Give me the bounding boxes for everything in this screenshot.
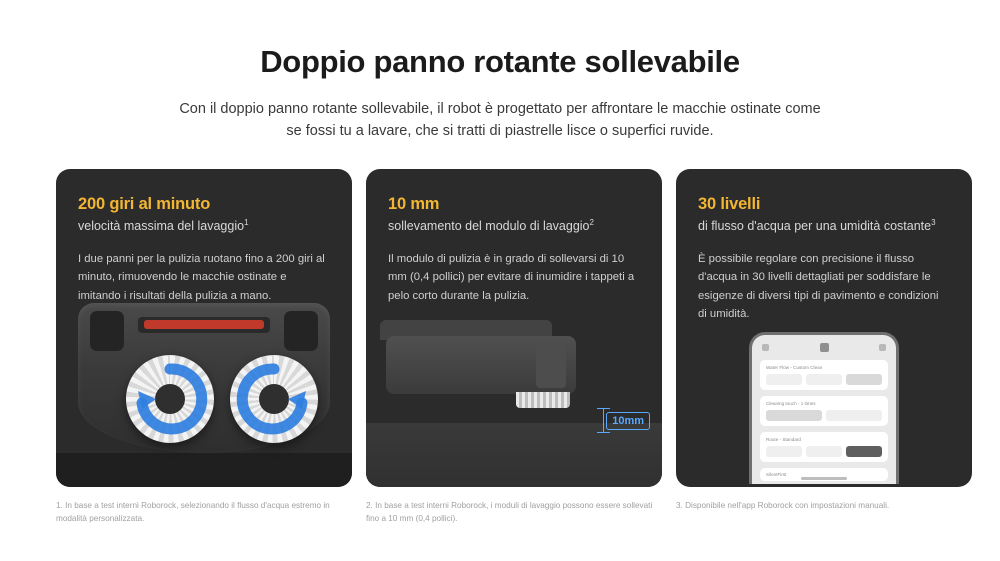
card-subheading-footnote-marker: 2 bbox=[589, 217, 594, 227]
card-heading: 30 livelli bbox=[698, 194, 761, 213]
card-subheading-footnote-marker: 1 bbox=[244, 217, 249, 227]
card-heading: 200 giri al minuto bbox=[78, 194, 211, 213]
mop-pad-edge bbox=[516, 392, 570, 408]
robot-chassis bbox=[78, 303, 330, 453]
card-body-text: Il modulo di pulizia è in grado di sollevarsi di 10 mm (0,4 pollici) per evitare di inumidire i tappeti a pelo corto durante la pulizia. bbox=[388, 253, 635, 302]
card-subheading-text: sollevamento del modulo di lavaggio bbox=[388, 219, 590, 234]
robot-underside-illustration bbox=[56, 297, 352, 487]
feature-cards bbox=[0, 169, 1000, 487]
dimension-cap-top bbox=[597, 408, 610, 409]
route-option[interactable] bbox=[806, 446, 842, 457]
route-option[interactable] bbox=[766, 446, 802, 457]
footnote-3: 3. Disponibile nell'app Roborock con impostazioni manuali. bbox=[676, 500, 890, 510]
dimension-line bbox=[603, 408, 604, 432]
app-title-placeholder bbox=[820, 343, 829, 352]
feature-card-rotation bbox=[56, 169, 352, 487]
floor-surface bbox=[56, 453, 352, 487]
card-subheading-text: velocità massima del lavaggio bbox=[78, 219, 245, 234]
mop-lift-illustration bbox=[366, 312, 662, 487]
rotation-arrow-right-icon bbox=[236, 361, 312, 437]
phone-mockup bbox=[749, 332, 899, 484]
feature-card-lift bbox=[366, 169, 662, 487]
route-label: Route - Standard bbox=[766, 436, 801, 442]
route-option-selected[interactable] bbox=[846, 446, 882, 457]
footnote-1: 1. In base a test interni Roborock, selezionando il flusso d'acqua estremo in modalità personalizzata. bbox=[56, 500, 330, 524]
card-body-text: I due panni per la pulizia ruotano fino a 200 giri al minuto, rimuovendo le macchie ostinate e imitando i risultati della pulizia a mano. bbox=[78, 253, 325, 302]
cleaning-touch-options bbox=[766, 410, 882, 421]
water-flow-label: Water Flow - Custom Clean bbox=[766, 364, 823, 370]
app-screenshot-illustration bbox=[676, 332, 972, 487]
card-subheading bbox=[698, 218, 950, 233]
water-flow-section bbox=[760, 360, 888, 390]
footnote-2: 2. In base a test interni Roborock, i moduli di lavaggio possono essere sollevati fino a 10 mm (0,4 pollici). bbox=[366, 500, 653, 524]
back-icon bbox=[762, 344, 769, 351]
card-subheading bbox=[78, 218, 330, 233]
app-top-bar bbox=[760, 342, 888, 354]
home-indicator bbox=[801, 477, 847, 480]
route-section bbox=[760, 432, 888, 462]
module-side-cap bbox=[536, 344, 566, 388]
silent-first-label: SilentFirst bbox=[766, 471, 787, 477]
main-brush bbox=[144, 320, 264, 329]
rotation-arrow-left-icon bbox=[132, 361, 208, 437]
card-heading: 10 mm bbox=[388, 194, 440, 213]
card-subheading-text: di flusso d'acqua per una umidità costante bbox=[698, 219, 932, 234]
cleaning-touch-label: Cleaning touch - 1 times bbox=[766, 400, 816, 406]
card-subheading-footnote-marker: 3 bbox=[931, 217, 936, 227]
dimension-cap-bottom bbox=[597, 432, 610, 433]
robot-wheel-left bbox=[90, 311, 124, 351]
footnotes bbox=[0, 499, 1000, 525]
water-flow-options bbox=[766, 374, 882, 385]
cleaning-touch-section bbox=[760, 396, 888, 426]
water-flow-option[interactable] bbox=[766, 374, 802, 385]
route-options bbox=[766, 446, 882, 457]
page-title: Doppio panno rotante sollevabile bbox=[260, 44, 740, 79]
water-flow-option-selected[interactable] bbox=[846, 374, 882, 385]
dimension-label: 10mm bbox=[606, 412, 650, 430]
card-subheading bbox=[388, 218, 640, 233]
card-body-text: È possibile regolare con precisione il flusso d'acqua in 30 livelli dettagliati per soddisfare le esigenze di diversi tipi di pavimento e condizioni di umidità. bbox=[698, 253, 939, 320]
more-icon bbox=[879, 344, 886, 351]
page-subtitle: Con il doppio panno rotante sollevabile, il robot è progettato per affrontare le macchie ostinate come se fossi tu a lavare, che si tratti di piastrelle lisce o superfici ruvide. bbox=[179, 101, 821, 140]
cleaning-touch-option-selected[interactable] bbox=[766, 410, 822, 421]
robot-wheel-right bbox=[284, 311, 318, 351]
cleaning-touch-option[interactable] bbox=[826, 410, 882, 421]
floor-surface bbox=[366, 423, 662, 487]
feature-card-water-levels bbox=[676, 169, 972, 487]
water-flow-option[interactable] bbox=[806, 374, 842, 385]
